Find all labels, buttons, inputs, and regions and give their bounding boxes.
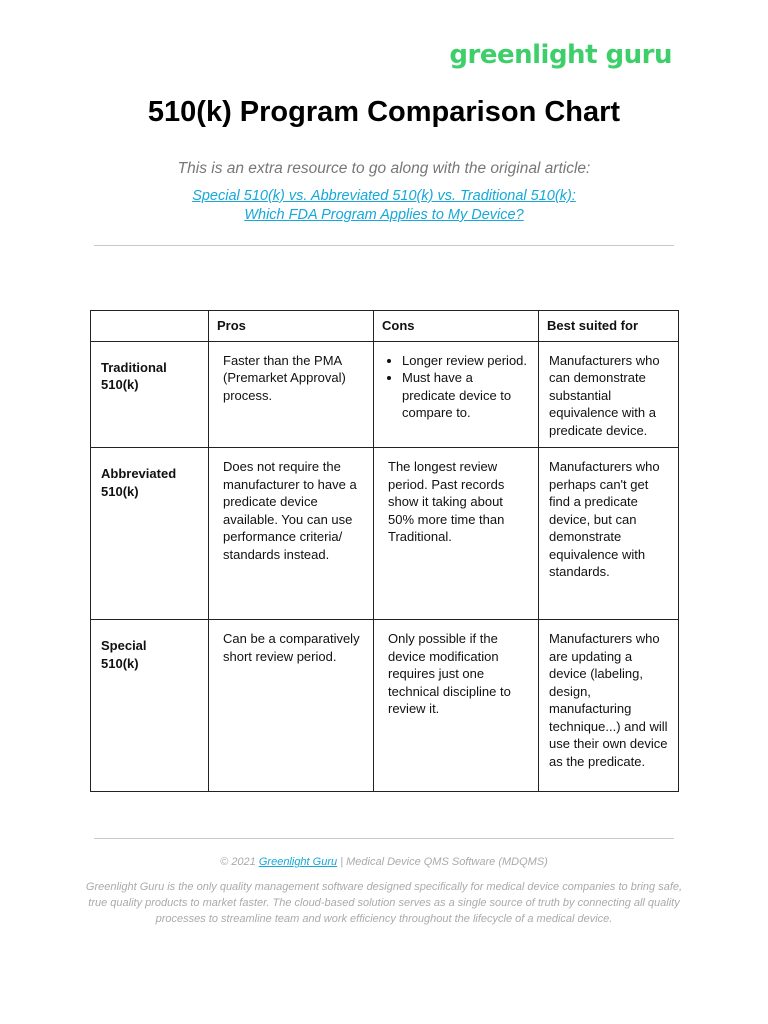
footer-separator: | bbox=[340, 856, 344, 868]
program-cell bbox=[91, 341, 209, 448]
cons-list bbox=[384, 352, 528, 422]
program-suffix: 510(k) bbox=[101, 655, 139, 671]
greenlight-guru-logo: greenlight guru bbox=[449, 40, 672, 70]
copyright-text: © 2021 bbox=[220, 856, 256, 868]
table-header-row bbox=[91, 311, 679, 342]
header-program bbox=[91, 311, 209, 342]
footer-copyright-line bbox=[0, 856, 768, 868]
program-name: Traditional bbox=[101, 359, 167, 375]
page-title: 510(k) Program Comparison Chart bbox=[147, 96, 621, 128]
cons-item: • Must have a predicate device to compare to. bbox=[402, 369, 528, 422]
program-suffix: 510(k) bbox=[101, 483, 139, 499]
bottom-divider bbox=[94, 838, 674, 839]
intro-text: This is an extra resource to go along with the original article: bbox=[177, 160, 591, 177]
pros-cell: Faster than the PMA (Premarket Approval) process. bbox=[209, 341, 374, 448]
cons-item: • Longer review period. bbox=[402, 352, 528, 370]
footer-tagline: Medical Device QMS Software (MDQMS) bbox=[346, 856, 548, 868]
header-cons: Cons bbox=[374, 311, 539, 342]
header-best-suited: Best suited for bbox=[539, 311, 679, 342]
table-row-abbreviated bbox=[91, 448, 679, 620]
header-pros: Pros bbox=[209, 311, 374, 342]
table-row-traditional bbox=[91, 341, 679, 448]
company-link[interactable]: Greenlight Guru bbox=[258, 856, 338, 868]
program-name: Abbreviated bbox=[101, 466, 177, 481]
footer-description: Greenlight Guru is the only quality management software designed specifically for medical device companies to bring safe, true quality products to market faster. The cloud-based solution serves as a single source of truth by connecting all quality processes to streamline team and work efficiency throughout the lifecycle of a medical device. bbox=[85, 881, 683, 925]
program-cell bbox=[91, 448, 209, 620]
best-suited-cell: Manufacturers who are updating a device (labeling, design, manufacturing technique...) and will use their own device as the predicate. bbox=[539, 620, 679, 792]
pros-cell: Can be a comparatively short review period. bbox=[209, 620, 374, 792]
pros-cell: Does not require the manufacturer to have a predicate device available. You can use performance criteria/ standards instead. bbox=[209, 448, 374, 620]
best-suited-cell: Manufacturers who perhaps can't get find a predicate device, but can demonstrate equivalence with standards. bbox=[539, 448, 679, 620]
comparison-table bbox=[90, 310, 679, 792]
program-name: Special bbox=[101, 638, 147, 653]
article-link-line2[interactable]: Which FDA Program Applies to My Device? bbox=[244, 207, 524, 223]
program-cell bbox=[91, 620, 209, 792]
cons-cell bbox=[374, 341, 539, 448]
best-suited-cell: Manufacturers who can demonstrate substantial equivalence with a predicate device. bbox=[539, 341, 679, 448]
article-link-line1[interactable]: Special 510(k) vs. Abbreviated 510(k) vs. Traditional 510(k): bbox=[192, 188, 576, 204]
cons-cell: The longest review period. Past records show it taking about 50% more time than Traditional. bbox=[374, 448, 539, 620]
program-suffix: 510(k) bbox=[101, 377, 139, 392]
cons-cell: Only possible if the device modification requires just one technical discipline to review it. bbox=[374, 620, 539, 792]
top-divider bbox=[94, 245, 674, 246]
table-row-special bbox=[91, 620, 679, 792]
